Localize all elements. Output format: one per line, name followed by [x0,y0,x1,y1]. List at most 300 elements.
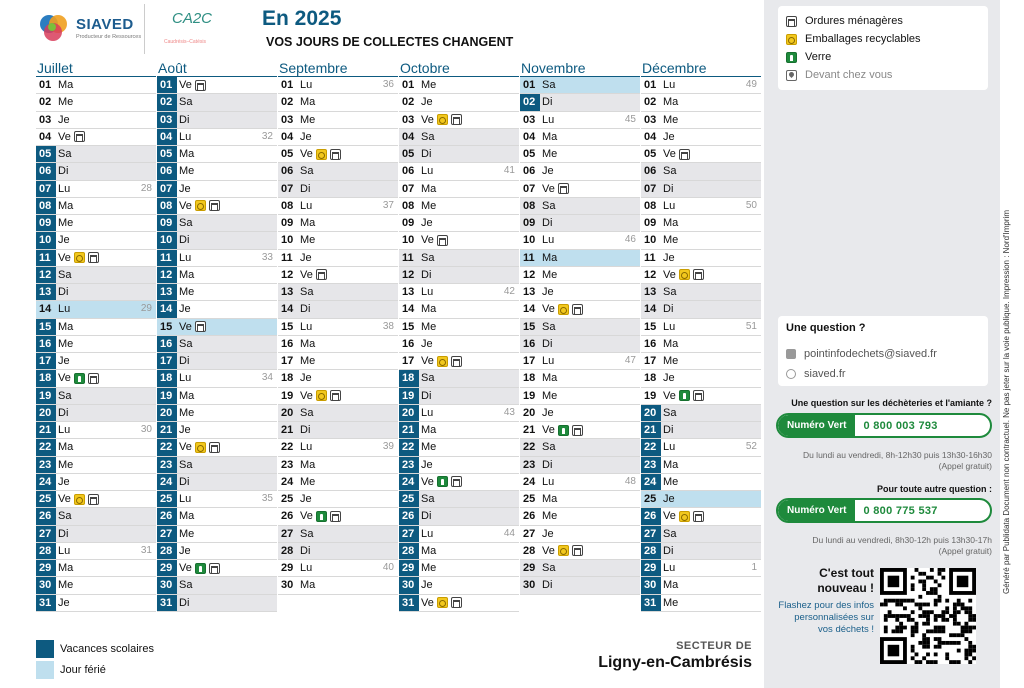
day-row [641,508,761,525]
day-row [278,284,398,301]
qr-module [903,614,907,618]
day-name: Sa [58,389,72,402]
day-number: 06 [157,163,177,179]
month-column [36,60,156,612]
qr-module [918,572,922,576]
key-verre [786,48,980,66]
day-row [157,250,277,267]
trash-bin-icon [693,390,704,401]
day-row [157,215,277,232]
qr-module [926,652,930,656]
recycle-icon [558,545,569,556]
day-number: 17 [644,355,657,367]
qr-module [911,649,915,653]
day-name: Di [421,389,432,402]
qr-module [911,587,915,591]
week-number: 50 [745,199,757,211]
hours-1-line: Du lundi au vendredi, 8h-12h30 puis 13h30-16h30 [802,450,992,460]
day-number: 23 [157,457,177,473]
day-name: Di [421,510,432,523]
day-name: Ve [179,320,192,333]
day-row [641,439,761,456]
trash-bin-icon [330,149,341,160]
qr-finder [888,576,900,588]
day-row [399,284,519,301]
qr-module [941,568,945,572]
day-row [399,508,519,525]
day-number: 16 [281,337,294,350]
day-name: Ve [300,268,313,281]
day-name: Sa [300,165,314,178]
day-number: 06 [402,165,415,178]
day-row [36,215,156,232]
day-number: 19 [281,389,294,402]
qr-module [972,649,976,653]
day-row [157,457,277,474]
day-number: 13 [157,284,177,300]
day-name: Ve [179,199,192,212]
day-row [641,319,761,336]
qr-module [911,618,915,622]
qr-module [918,660,922,664]
hours-2-line: Du lundi au vendredi, 8h30-12h puis 13h30-17h [812,535,992,545]
week-number: 52 [745,441,757,453]
qr-module [888,610,892,614]
day-name: Je [421,458,433,471]
day-row [520,543,640,560]
day-name: Ma [300,337,316,350]
day-name: Ve [300,389,313,402]
day-row [641,543,761,560]
day-number: 21 [641,422,661,438]
day-number: 28 [523,544,536,557]
contact-site[interactable] [786,364,980,384]
question-card [778,316,988,386]
recycle-icon [558,304,569,315]
day-number: 21 [157,422,177,438]
day-number: 02 [39,96,52,109]
day-row [278,439,398,456]
glass-bottle-icon [558,425,569,436]
day-name: Je [421,96,433,109]
day-number: 04 [157,129,177,145]
day-number: 29 [281,562,294,574]
day-name: Je [300,130,312,143]
day-number: 06 [281,165,294,178]
numero-vert-1[interactable] [776,413,992,438]
day-row [399,163,519,180]
day-name: Sa [300,286,314,299]
week-number: 29 [140,303,152,315]
day-name: Sa [542,79,556,92]
day-name: Me [58,96,74,109]
day-row [278,577,398,594]
day-number: 25 [399,491,419,507]
day-number: 11 [36,250,56,266]
day-number: 22 [399,439,419,455]
day-row [641,301,761,318]
day-name: Sa [542,320,556,333]
day-number: 13 [402,286,415,298]
day-name: Lu [542,234,555,247]
qr-module [918,580,922,584]
qr-module [930,568,934,572]
contact-email[interactable] [786,344,980,364]
trash-bin-icon [88,252,99,263]
day-row [157,301,277,318]
qr-module [941,629,945,633]
qr-module [953,603,957,607]
logo-divider [144,4,145,54]
trash-bin-icon [558,183,569,194]
day-row [278,388,398,405]
day-number: 19 [644,389,657,402]
qr-module [911,633,915,637]
day-name: Me [421,199,437,212]
qr-module [899,603,903,607]
week-number: 44 [503,527,515,539]
qr-text [778,566,874,636]
recycle-icon [786,34,797,45]
day-row [157,336,277,353]
qr-finder [888,645,900,657]
day-row [36,198,156,215]
day-name: Di [542,217,553,230]
recycle-icon [437,597,448,608]
qr-module [934,645,938,649]
day-number: 01 [402,79,415,91]
day-name: Me [542,268,558,281]
qr-module [934,637,938,641]
week-number: 35 [261,493,273,504]
qr-module [930,587,934,591]
day-row [520,336,640,353]
qr-module [899,614,903,618]
qr-module [968,599,972,603]
trash-bin-icon [209,442,220,453]
day-number: 09 [281,217,294,229]
day-row [36,232,156,249]
qr-module [953,622,957,626]
day-number: 23 [36,457,56,473]
qr-module [938,568,942,572]
qr-module [941,618,945,622]
qr-module [930,629,934,633]
day-number: 06 [644,165,657,178]
day-number: 14 [281,303,294,316]
day-row [641,77,761,94]
day-row [157,181,277,198]
day-number: 31 [399,595,419,611]
ca2c-logo-sub: Caudrésis–Catésis [164,39,206,45]
day-number: 20 [641,405,661,421]
day-name: Sa [421,493,435,506]
day-name: Me [421,562,437,575]
day-name: Sa [179,96,193,109]
day-name: Ma [300,458,316,471]
day-row [278,370,398,387]
day-number: 13 [36,284,56,300]
day-row [278,181,398,198]
qr-module [953,633,957,637]
trash-bin-icon [572,545,583,556]
qr-module [938,583,942,587]
day-row [399,267,519,284]
qr-module [918,614,922,618]
day-name: Me [58,458,74,471]
qr-module [892,614,896,618]
question-other-heading: Pour toute autre question : [876,484,992,494]
day-number: 16 [36,336,56,352]
glass-bottle-icon [679,390,690,401]
qr-module [930,660,934,664]
day-row [641,284,761,301]
day-row [641,491,761,508]
trash-bin-icon [330,390,341,401]
trash-bin-icon [451,597,462,608]
day-row [641,232,761,249]
day-name: Ve [300,148,313,161]
day-name: Lu [58,424,71,437]
day-name: Ma [421,303,437,316]
trash-bin-icon [451,114,462,125]
qr-module [972,626,976,630]
header-logos [36,8,216,56]
day-row [399,94,519,111]
qr-module [884,603,888,607]
day-row [641,198,761,215]
day-row [278,336,398,353]
day-name: Ma [300,217,316,230]
day-number: 14 [39,303,52,316]
day-name: Sa [179,458,193,471]
day-row [278,146,398,163]
legend [36,638,154,680]
qr-module [926,622,930,626]
day-row [36,163,156,180]
day-number: 14 [402,303,415,316]
day-number: 18 [399,370,419,386]
qr-module [926,576,930,580]
day-number: 01 [39,79,52,91]
day-name: Ve [663,268,676,281]
day-row [157,319,277,336]
qr-module [899,626,903,630]
day-name: Di [300,303,311,316]
day-row [641,370,761,387]
day-name: Lu [421,165,434,178]
qr-module [911,583,915,587]
day-row [36,267,156,284]
qr-module [926,637,930,641]
qr-module [941,576,945,580]
day-number: 08 [157,198,177,214]
day-row [399,370,519,387]
qr-module [915,603,919,607]
day-row [157,267,277,284]
qr-module [922,633,926,637]
day-name: Di [179,113,190,126]
recycle-icon [195,200,206,211]
day-row [520,370,640,387]
location-pin-icon [786,70,797,81]
qr-module [922,656,926,660]
day-number: 24 [281,475,294,488]
qr-module [922,641,926,645]
trash-bin-icon [330,511,341,522]
glass-bottle-icon [786,52,797,63]
qr-body: Flashez pour des infos personnalisées sur vos déchets ! [778,600,874,635]
day-number: 29 [399,560,419,576]
day-number: 13 [281,286,294,298]
day-number: 05 [157,146,177,162]
day-name: Ma [542,372,558,385]
day-name: Di [58,286,69,299]
day-name: Ve [663,510,676,523]
day-name: Ve [179,441,192,454]
day-name: Je [300,251,312,264]
qr-module [961,603,965,607]
day-number: 03 [402,113,415,126]
day-row [36,388,156,405]
day-name: Ve [542,424,555,437]
qr-module [941,626,945,630]
week-number: 33 [261,251,273,263]
qr-module [968,610,972,614]
day-number: 20 [399,405,419,421]
glass-bottle-icon [74,373,85,384]
day-row [36,577,156,594]
qr-module [961,626,965,630]
day-number: 17 [36,353,56,369]
day-name: Je [300,372,312,385]
qr-module [918,603,922,607]
day-number: 21 [523,424,536,436]
day-number: 09 [523,217,536,229]
day-row [157,405,277,422]
trash-bin-icon [693,511,704,522]
day-number: 08 [523,199,536,212]
day-name: Lu [58,182,71,195]
week-number: 48 [624,475,636,487]
day-name: Sa [663,165,677,178]
recycle-icon [74,494,85,505]
day-row [157,163,277,180]
day-number: 29 [641,560,661,576]
day-name: Ve [663,148,676,161]
day-name: Me [663,234,679,247]
day-name: Je [179,182,191,195]
day-number: 05 [402,148,415,160]
day-number: 10 [281,234,294,247]
day-row [399,250,519,267]
day-number: 17 [157,353,177,369]
day-name: Ve [58,372,71,385]
qr-module [957,633,961,637]
recycle-icon [679,511,690,522]
qr-module [930,591,934,595]
month-column [278,60,398,595]
day-name: Lu [179,251,192,264]
day-name: Di [179,596,190,609]
day-number: 26 [157,508,177,524]
day-row [36,491,156,508]
day-name: Lu [542,475,555,488]
qr-module [911,645,915,649]
day-number: 02 [281,96,294,109]
day-row [520,94,640,111]
day-row [36,526,156,543]
numero-vert-2[interactable] [776,498,992,523]
qr-module [922,622,926,626]
trash-bin-icon [679,149,690,160]
question-title: Une question ? [786,322,866,334]
qr-module [968,641,972,645]
day-name: Ve [542,544,555,557]
qr-module [899,629,903,633]
qr-module [922,580,926,584]
glass-bottle-icon [437,476,448,487]
day-number: 05 [36,146,56,162]
day-number: 28 [36,543,56,559]
day-number: 30 [523,579,536,592]
ca2c-logo [164,10,212,50]
month-name: Septembre [278,60,398,77]
day-name: Ve [58,493,71,506]
day-row [399,439,519,456]
qr-module [934,591,938,595]
day-row [278,405,398,422]
day-row [641,474,761,491]
day-row [157,474,277,491]
day-name: Di [179,475,190,488]
trash-bin-icon [451,356,462,367]
day-row [157,422,277,439]
day-name: Me [300,113,316,126]
day-number: 17 [281,355,294,367]
day-number: 31 [157,595,177,611]
qr-module [953,618,957,622]
day-number: 15 [402,320,415,333]
week-number: 45 [624,113,636,125]
day-row [36,543,156,560]
qr-code[interactable] [880,568,976,664]
week-number: 34 [261,372,273,384]
day-name: Di [300,182,311,195]
day-row [520,422,640,439]
qr-module [915,622,919,626]
day-number: 24 [157,474,177,490]
month-column [520,60,640,595]
day-number: 02 [520,94,540,110]
day-number: 19 [36,388,56,404]
qr-module [926,614,930,618]
qr-module [934,614,938,618]
qr-module [968,606,972,610]
qr-module [934,629,938,633]
month-name: Août [157,60,277,77]
day-row [36,94,156,111]
day-row [399,112,519,129]
sector-name: Ligny-en-Cambrésis [598,654,752,671]
day-number: 10 [157,232,177,248]
key-emballages-label: Emballages recyclables [805,33,921,45]
hours-1 [778,450,992,472]
email-icon [786,349,796,359]
day-row [520,250,640,267]
day-name: Je [58,113,70,126]
qr-module [953,606,957,610]
